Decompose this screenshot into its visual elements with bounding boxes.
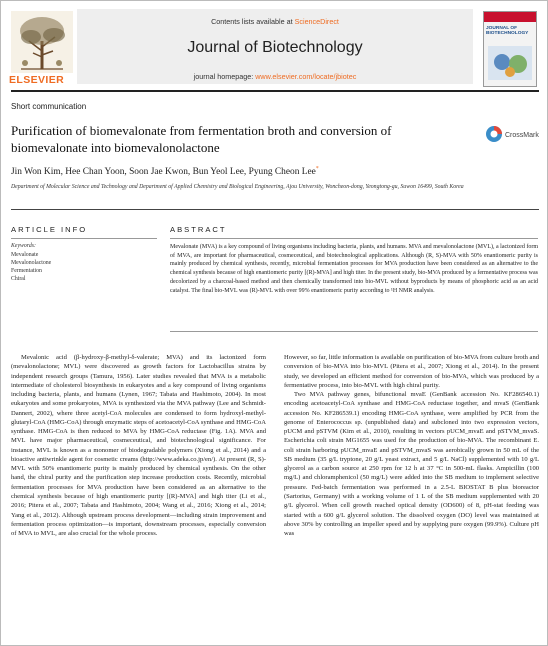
abstract-heading: ABSTRACT bbox=[170, 225, 227, 234]
elsevier-tree-logo bbox=[11, 11, 73, 83]
body-paragraph: Mevalonic acid (β-hydroxy-β-methyl-δ-valerate; MVA) and its lactonized form (mevalonolactone; MVL) were discovered as growth factors for Lactobacillus strains by independent research groups (Tamura, 1956). Later studies revealed that MVA is a metabolic intermediate of cholesterol biosynthesis in eukaryotes and a key compound of living organisms including bacteria, plants, and humans (Lynen, 1967; Tabata and Hashimoto, 2004). In most eukaryotes and some prokaryotes, MVA is synthesized via the MVA pathway (Lee and Schmidt-Dannert, 2002), where three acetyl-CoA molecules are condensed to form hydroxyl-methyl-glutaryl-CoA (HMG-CoA) through enzymatic steps of acetoacetyl-CoA synthase and HMG-CoA synthase. HMG-CoA is then reduced to MVA by HMG-CoA reductase (Fig. 1A). MVA and MVL have major pharmaceutical, cosmeceutical, and biotechnological significance. For instance, MVL is known as a monomer of biodegradable polymers (Xiong et al., 2014) and a bioactive antiwrinkle agent for cosmetic creams (http://www.adeka.co.jp/en/). At present (R, S)-MVL with 50% enantiomeric purity is mainly produced by chemical synthesis. On the other hand, the chiral purity and the purification step increase production costs. Recently, microbial fermentation processes for MVA production have been considered as an alternative to the chemical synthesis because of high enantiomeric purity [(R)-MVA] and high titer (Li et al., 2016; Pitera et al., 2007; Tabata and Hashimoto, 2004; Wang et al., 2016; Xiong et al., 2014; Yang et al., 2012). Although upstream process development—including strain improvement and fermentation process optimization—is important, downstream processes, especially conversion of MVA to MVL, are also crucial for the whole process. bbox=[11, 354, 266, 538]
homepage-prefix: journal homepage: bbox=[193, 72, 256, 81]
crossmark-label: CrossMark bbox=[505, 132, 539, 139]
cover-top-bar bbox=[484, 12, 536, 22]
contents-line bbox=[77, 17, 473, 26]
keyword-item: Chiral bbox=[11, 276, 26, 282]
abstract-text: Mevalonate (MVA) is a key compound of living organisms including bacteria, plants, and humans. MVA and mevalonolactone (MVL), a lactonized form of MVA, are important for pharmaceutical, cosmeceutical, and biotechnological applications. Although (R, S)-MVA with 50% enantiomeric purity is mainly produced by chemical synthesis, recently, microbial fermentation processes for MVA production have been considered as an alternative to the chemical synthesis because of high enantiomeric purity [(R)-MVA] and high titer. In the present study, bio-MVA produced by a fermentative process was decolorized by a charcoal-based method and then chemically transformed into bio-MVL without byproducts by means of phosphoric acid as an acid catalyst. The final bio-MVL was (R)-MVL with over 99% enantiomeric purity according to ¹H NMR analysis. bbox=[170, 244, 538, 294]
crossmark-badge[interactable] bbox=[485, 123, 539, 145]
corresponding-author-mark[interactable]: * bbox=[315, 166, 319, 172]
body-column-right bbox=[284, 353, 539, 538]
cover-artwork-icon bbox=[488, 46, 532, 80]
keywords-label: Keywords: bbox=[11, 243, 36, 249]
article-title: Purification of biomevalonate from fermentation broth and conversion of biomevalonate into biomevalonolactone bbox=[11, 123, 392, 155]
body-paragraph: Two MVA pathway genes, bifunctional mvaE (GenBank accession No. KF286540.1) encoding acetoacetyl-CoA synthase and HMG-CoA reductase together, and mvaS (GenBank accession No. KF286539.1) encoding HMG-CoA synthase, were amplified by PCR from the genome of Enterococcus sp. (unpublished data) and subcloned into two expression vectors, pUCM and pSTVM (Kim et al., 2010), resulting in vectors pUCM_mvaE and pSTVM_mvaS. Escherichia coli strain MG1655 was used for the production of bio-MVA. The recombinant E. coli strain harboring pUCM_mvaE and pSTVM_mvaS was aerobically grown in 50 mL of the SB medium (35 g/L tryptone, 20 g/L yeast extract, and 5 g/L NaCl) supplemented with 10 g/L glycerol as a carbon source at 250 rpm for 12 h at 37 °C in 500-mL flasks. Ampicillin (100 mg/L) and chloramphenicol (50 mg/L) were added into the SB medium to implement selective pressure. Fed-batch fermentation was performed in a 2.5-L BIOSTAT B plus bioreactor (Sartorius, Germany) with a working volume of 1 L of the SB medium supplemented with 20 g/L glycerol. When cell growth reached optical density (OD600) of 8, pH-stat feeding was started with a 600 g/L glycerol solution. The dissolved oxygen (DO) level was maintained at above 30% by controlling an impeller speed and by supplying pure oxygen (99.9%). Culture pH was bbox=[284, 391, 539, 538]
sciencedirect-link[interactable]: ScienceDirect bbox=[294, 17, 339, 26]
keyword-item: Fermentation bbox=[11, 268, 42, 274]
article-info-rule bbox=[11, 238, 157, 239]
article-info-heading: ARTICLE INFO bbox=[11, 225, 88, 234]
article-type: Short communication bbox=[11, 102, 87, 111]
abstract-bottom-rule bbox=[170, 331, 538, 332]
cover-title: JOURNAL OF BIOTECHNOLOGY bbox=[486, 26, 529, 37]
abstract-rule bbox=[170, 238, 538, 239]
body-paragraph: However, so far, little information is available on purification of bio-MVA from culture broth and conversion of bio-MVA into bio-MVL (Pitera et al., 2007; Xiong et al., 2014). In the present study, we developed an efficient method for conversion of bio-MVA, which was produced by a fermentative process, into bio-MVL with high chiral purity. bbox=[284, 354, 539, 389]
journal-homepage bbox=[77, 72, 473, 81]
author-list bbox=[11, 166, 319, 177]
journal-title[interactable]: Journal of Biotechnology bbox=[187, 39, 363, 56]
body-column-left bbox=[11, 353, 266, 538]
authors-text: Jin Won Kim, Hee Chan Yoon, Soon Jae Kwon, Bun Yeol Lee, Pyung Cheon Lee bbox=[11, 167, 316, 178]
affiliation: Department of Molecular Science and Technology and Department of Applied Chemistry and Biological Engineering, Ajou University, Woncheon-dong, Yeongtong-gu, Suwon 16499, South Korea bbox=[11, 184, 464, 190]
journal-cover-thumbnail[interactable] bbox=[483, 11, 537, 87]
keyword-item: Mevalonate bbox=[11, 252, 39, 258]
keyword-item: Mevalonolactone bbox=[11, 260, 52, 266]
homepage-link[interactable]: www.elsevier.com/locate/jbiotec bbox=[255, 72, 357, 81]
contents-prefix: Contents lists available at bbox=[211, 17, 295, 26]
affiliation-rule bbox=[11, 209, 539, 210]
keyword-list bbox=[11, 251, 51, 283]
publisher-wordmark: ELSEVIER bbox=[9, 74, 65, 86]
header-rule bbox=[11, 90, 539, 92]
